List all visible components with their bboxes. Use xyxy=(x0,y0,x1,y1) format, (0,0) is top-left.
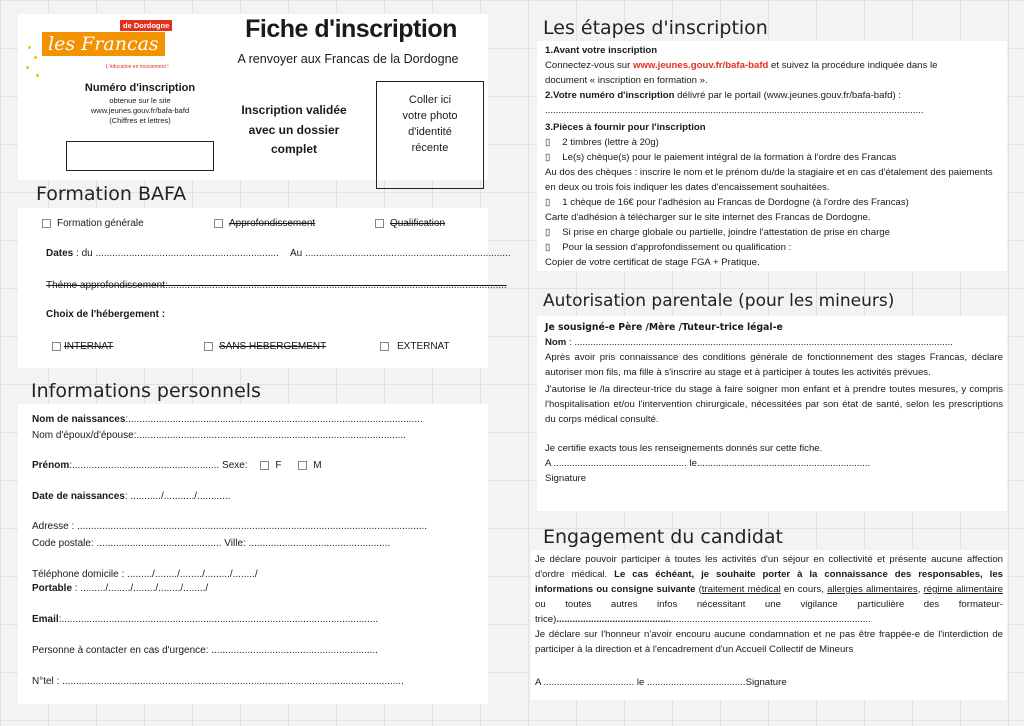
formation-heading: Formation BAFA xyxy=(36,183,187,205)
urgence-field[interactable]: Personne à contacter en cas d'urgence: ............................................................ xyxy=(32,645,378,656)
option-internat[interactable] xyxy=(52,341,113,352)
code-postal-field[interactable]: Code postale: ............................................. Ville: ................................................... xyxy=(32,538,391,549)
numero-inscription-block xyxy=(60,82,220,126)
logo-name: les Francas xyxy=(42,32,165,56)
logo xyxy=(26,20,176,82)
engagement-p1: Je déclare pouvoir participer à toutes les activités d'un séjour en collectivité et présente aucune affection d'ordre médical. Le cas échéant, je souhaite porter à la connaissance des responsables, les informations ou consigne suivante (traitement médical en cours, allergies alimentaires, régime alimentaire ou toutes autres infos nécessitant une vigilance particulière des formateur-trice)...................................................................................................................... xyxy=(535,554,1003,625)
dates-du: : du .................................................................. xyxy=(73,248,279,259)
checkbox[interactable] xyxy=(375,219,384,228)
logo-slogan: L'éducation en mouvement ! xyxy=(106,64,169,70)
dates-field[interactable] xyxy=(46,248,511,259)
date-naissance-field[interactable] xyxy=(32,491,472,502)
date-dots: : .........../.........../............ xyxy=(124,491,231,502)
autorisation-panel xyxy=(537,316,1007,511)
infos-heading: Informations personnels xyxy=(31,380,261,402)
s3-copie: Copier de votre certificat de stage FGA + Pratique. xyxy=(545,257,760,268)
checkbox-m[interactable] xyxy=(298,461,307,470)
checkbox[interactable] xyxy=(214,219,223,228)
autorisation-heading: Autorisation parentale (pour les mineurs) xyxy=(543,291,895,311)
option-label: Qualification xyxy=(390,218,446,229)
sexe-m-label: M xyxy=(313,460,322,471)
inscription-validee xyxy=(222,101,366,160)
numero-line-1: obtenue sur le site xyxy=(109,96,171,105)
dates-au: Au .......................................................................... xyxy=(290,248,511,259)
option-externat[interactable] xyxy=(380,341,450,352)
checkbox[interactable] xyxy=(42,219,51,228)
option-label: SANS HEBERGEMENT xyxy=(219,341,327,352)
page-title: Fiche d'inscription xyxy=(245,15,457,43)
prenom-dots: :..................................................... Sexe: xyxy=(69,460,248,471)
adresse-field[interactable]: Adresse : .............................................................................................................................. xyxy=(32,521,428,532)
s3-title: 3.Pièces à fournir pour l'inscription xyxy=(545,122,706,133)
nom-dots: :.......................................................................................................... xyxy=(125,414,423,425)
engagement-heading: Engagement du candidat xyxy=(543,526,783,548)
photo-line-4: récente xyxy=(411,142,449,154)
validee-line-1: Inscription validée xyxy=(241,103,347,117)
numero-title: Numéro d'inscription xyxy=(84,82,196,94)
engagement-p2: Je déclare sur l'honneur n'avoir encouru aucune condamnation et ne pas être frappée-e de l'interdiction de participer à la direction et à l'encadrement d'un Accueil Collectif de Mineurs xyxy=(535,629,1003,655)
s3-item-1: ▯ 2 timbres (lettre à 20g) xyxy=(545,137,659,148)
page-subtitle: A renvoyer aux Francas de la Dordogne xyxy=(237,52,459,66)
numero-line-2: www.jeunes.gouv.fr/bafa-bafd xyxy=(90,106,190,115)
autorisation-p1: Après avoir pris connaissance des conditions générale de fonctionnement des stages Francas, déclare autoriser mon fils, ma fille à s'inscrire au stage et à participer à toutes les activités prévues. xyxy=(545,352,1003,378)
validee-line-3: complet xyxy=(270,142,317,156)
engagement-panel xyxy=(531,550,1007,700)
option-sans-hebergement[interactable] xyxy=(204,341,326,352)
checkbox[interactable] xyxy=(380,342,389,351)
photo-box[interactable] xyxy=(376,81,484,189)
checkbox-f[interactable] xyxy=(260,461,269,470)
option-formation-generale[interactable] xyxy=(42,218,144,229)
etapes-panel xyxy=(537,41,1007,271)
autorisation-p3: Je certifie exacts tous les renseignements donnés sur cette fiche. xyxy=(545,443,823,454)
prenom-field[interactable] xyxy=(32,460,472,471)
validee-line-2: avec un dossier xyxy=(248,122,340,137)
s3-item-3: ▯ 1 chèque de 16€ pour l'adhésion au Francas de Dordogne (à l'ordre des Francas) xyxy=(545,197,909,208)
infos-panel xyxy=(18,404,488,704)
numero-line-3: (Chiffres et lettres) xyxy=(109,116,171,125)
telephone-field[interactable]: Téléphone domicile : ........./......../......../........./......../ xyxy=(32,569,258,580)
numero-input-box[interactable] xyxy=(66,141,214,171)
portable-label: Portable xyxy=(32,583,73,594)
option-qualification[interactable] xyxy=(375,218,445,229)
email-dots: :.................................................................................................................. xyxy=(58,614,379,625)
s1-title: 1.Avant votre inscription xyxy=(545,45,658,56)
autorisation-nom-field[interactable]: Nom : .............................................................................................................................................. xyxy=(545,337,953,348)
email-field[interactable] xyxy=(32,614,472,625)
ntel-field[interactable]: N°tel : ........................................................................................................................... xyxy=(32,676,404,687)
etapes-heading: Les étapes d'inscription xyxy=(543,17,768,39)
date-label: Date de naissances xyxy=(32,491,125,502)
engagement-a-le[interactable]: A .................................. le .....................................Signature xyxy=(535,677,787,688)
email-label: Email xyxy=(32,614,59,625)
logo-tag: de Dordogne xyxy=(120,20,172,31)
autorisation-a-le[interactable]: A .................................................. le................................................................. xyxy=(545,458,871,469)
nom-field[interactable] xyxy=(32,414,472,425)
portable-dots: : ........./......../......../......../......../ xyxy=(72,583,209,594)
prenom-label: Prénom xyxy=(32,460,70,471)
checkbox[interactable] xyxy=(204,342,213,351)
epoux-field[interactable]: Nom d'époux/d'épouse:................................................................................................. xyxy=(32,430,406,441)
autorisation-signature: Signature xyxy=(545,473,587,484)
checkbox[interactable] xyxy=(52,342,61,351)
s3-item-5: ▯ Pour la session d'approfondissement ou qualification : xyxy=(545,242,792,253)
hebergement-label: Choix de l'hébergement : xyxy=(46,309,166,320)
sexe-f-label: F xyxy=(275,460,282,471)
photo-line-3: d'identité xyxy=(408,126,452,138)
s3-cheques-note: Au dos des chèques : inscrire le nom et le prénom du/de la stagiaire et en cas d'étalement des paiements en deux ou trois fois indiquer les dates d'encaissement souhaitées. xyxy=(545,167,993,193)
dates-label: Dates xyxy=(46,248,74,259)
option-approfondissement[interactable] xyxy=(214,218,315,229)
nom-label: Nom de naissances xyxy=(32,414,126,425)
s2-dots[interactable]: .............................................................................................................................................. xyxy=(545,105,924,116)
s1-line2: document « inscription en formation ». xyxy=(545,75,708,86)
s3-item-2: ▯ Le(s) chèque(s) pour le paiement intégral de la formation à l'ordre des Francas xyxy=(545,152,897,163)
autorisation-p2: J'autorise le /la directeur-trice du stage à faire soigner mon enfant et à prendre toutes mesures, y compris l'hospitalisation et/ou l'intervention chirurgicale, nécessitées par son état de santé, selon les prescriptions du corps médical consulté. xyxy=(545,384,1003,425)
option-label: Approfondissement xyxy=(229,218,316,229)
option-label: INTERNAT xyxy=(64,341,114,352)
s2-text: 2.Votre numéro d'inscription délivré par le portail (www.jeunes.gouv.fr/bafa-bafd) : xyxy=(545,90,901,101)
s1-text: Connectez-vous sur www.jeunes.gouv.fr/bafa-bafd et suivez la procédure indiquée dans le xyxy=(545,60,938,71)
theme-field[interactable]: Théme approfondissement:.......................................................................................................................... xyxy=(46,280,507,291)
s3-carte: Carte d'adhésion à télécharger sur le site internet des Francas de Dordogne. xyxy=(545,212,871,223)
photo-line-1: Coller ici xyxy=(408,94,452,106)
s1-link[interactable]: www.jeunes.gouv.fr/bafa-bafd xyxy=(632,60,769,71)
option-label: EXTERNAT xyxy=(397,341,450,352)
option-label: Formation générale xyxy=(57,218,144,229)
photo-line-2: votre photo xyxy=(402,110,458,122)
autorisation-line1: Je sousigné-e Père /Mère /Tuteur-trice légal-e xyxy=(545,322,783,333)
s3-item-4: ▯ Si prise en charge globale ou partielle, joindre l'attestation de prise en charge xyxy=(545,227,890,238)
portable-field[interactable] xyxy=(32,583,472,594)
